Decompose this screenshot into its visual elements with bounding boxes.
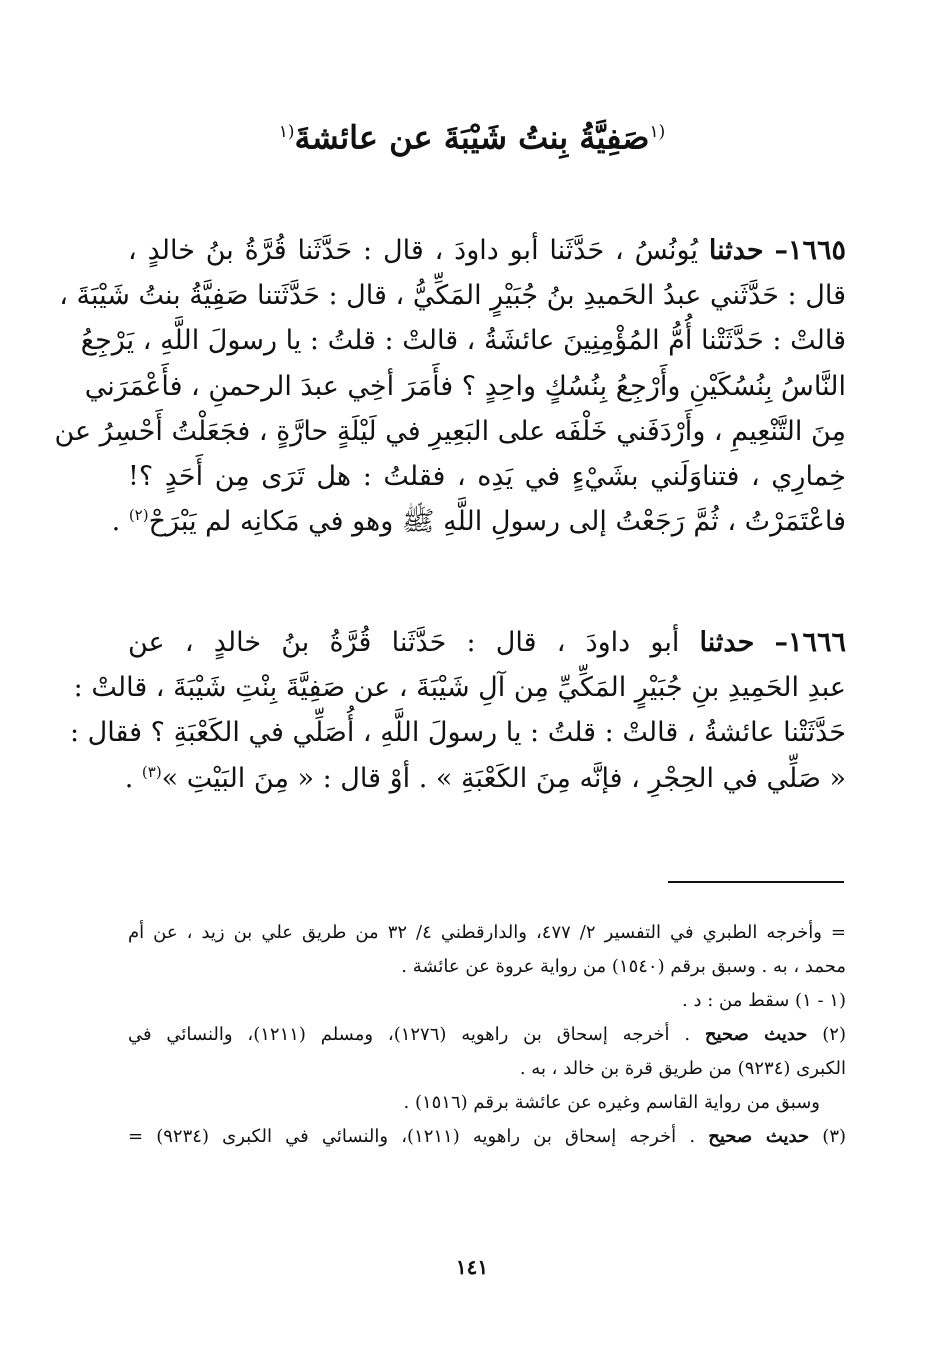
hadith-number: ١٦٦٦– [774,627,846,658]
footnote-separator [668,881,844,883]
footnote-ref[interactable]: (٢) [128,506,149,525]
footnote-continuation: محمد ، به . وسبق برقم (١٥٤٠) من رواية عروة عن عائشة . [401,956,846,977]
hadith-text: يُونُسُ ، حَدَّثَنا أبو داودَ ، قال : حَدَّثَنا قُرَّةُ بنُ خالدٍ ، [128,235,698,266]
hadith-line [111,499,846,544]
footnote-2 [128,1018,846,1052]
footnote-3 [128,1120,846,1154]
footnote-grade: حديث صحيح [708,1126,810,1147]
hadith-text: « صَلِّي في الحِجْرِ ، فإنَّه مِنَ الكَعْبَةِ » . أوْ قال : « مِنَ البَيْتِ » [161,762,846,794]
footnote-text: . أخرجه إسحاق بن راهويه (١٢٧٦)، ومسلم (١٢١١)، والنسائي في [128,1024,691,1045]
footnote-grade: حديث صحيح [704,1024,808,1045]
heading-title: صَفِيَّةُ بِنتُ شَيْبَةَ عن عائشةَ [294,118,650,157]
hadith-lead: حدثنا [699,627,755,658]
hadith-line: خِمارِي ، فتناوَلَني بشَيْءٍ في يَدِه ، فقلتُ : هل تَرَى مِن أَحَدٍ ؟! [128,461,846,493]
footnote-ref[interactable]: (٣) [141,762,162,781]
hadith-text: أبو داودَ ، قال : حَدَّثَنا قُرَّةُ بنُ خالدٍ ، عن [128,627,680,658]
hadith-1666 [70,620,846,801]
hadith-line [128,228,846,273]
hadith-line: النَّاسُ بِنُسُكَيْنِ وأَرْجِعُ بِنُسُكٍ واحِدٍ ؟ فأَمَرَ أخِي عبدَ الرحمنِ ، فأَعْمَرَني [84,370,846,402]
hadith-text: فاعْتَمَرْتُ ، ثُمَّ رَجَعْتُ إلى رسولِ اللَّهِ ﷺ وهو في مَكانِه لم يَبْرَحْ [148,506,846,538]
footnote-text: . أخرجه إسحاق بن راهويه (١٢١١)، والنسائي في الكبرى (٩٢٣٤) = [128,1126,696,1147]
chapter-heading [0,108,944,162]
hadith-line: عبدِ الحَمِيدِ بنِ جُبَيْرٍ المَكِّيِّ مِن آلِ شَيْبَةَ ، عن صَفِيَّةَ بِنْتِ شَيْبَةَ ، قالتْ : [73,672,846,704]
hadith-end: . [111,506,129,538]
footnotes [128,916,846,1154]
hadith-1665 [54,228,846,544]
hadith-line: مِنَ التَّنْعِيمِ ، وأَرْدَفَني خَلْفَه على البَعِيرِ في لَيْلَةٍ حارَّةٍ ، فجَعَلْتُ أَحْسِرُ عن [54,415,846,447]
footnote-label: (٢) [822,1024,846,1045]
hadith-line: قال : حَدَّثَني عبدُ الحَميدِ بنُ جُبَيْرٍ المَكِّيُّ ، قال : حَدَّثَتنا صَفِيَّةُ بنتُ شَيْبَةَ ، [59,280,846,312]
hadith-line: حَدَّثَتْنا عائشةُ ، قالتْ : قلتُ : يا رسولَ اللَّهِ ، أُصَلِّي في الكَعْبَةِ ؟ فقال : [70,717,846,749]
hadith-end: . [124,762,142,794]
footnote-1: (١ - ١) سقط من : د . [682,990,846,1011]
page-number: ١٤١ [455,1255,489,1279]
footnote-2-cont: الكبرى (٩٢٣٤) من طريق قرة بن خالد ، به . [519,1058,846,1079]
footnote-continuation: = وأخرجه الطبري في التفسير ٢/ ٤٧٧، والدارقطني ٤/ ٣٢ من طريق علي بن زيد ، عن أم [128,922,846,943]
hadith-lead: حدثنا [708,235,764,266]
hadith-line [124,756,846,801]
hadith-number: ١٦٦٥– [774,235,846,266]
hadith-line [128,620,846,665]
hadith-line: قالتْ : حَدَّثَتْنا أُمُّ المُؤْمِنِينَ عائشَةُ ، قالتْ : قلتُ : يا رسولَ اللَّهِ ، يَرْجِعُ [80,325,846,357]
footnote-2-cont: وسبق من رواية القاسم وغيره عن عائشة برقم (١٥١٦) . [403,1092,820,1113]
heading-note-marker-open: (١ [649,122,666,142]
heading-note-marker-close: (١ [278,122,295,142]
footnote-label: (٣) [822,1126,847,1147]
